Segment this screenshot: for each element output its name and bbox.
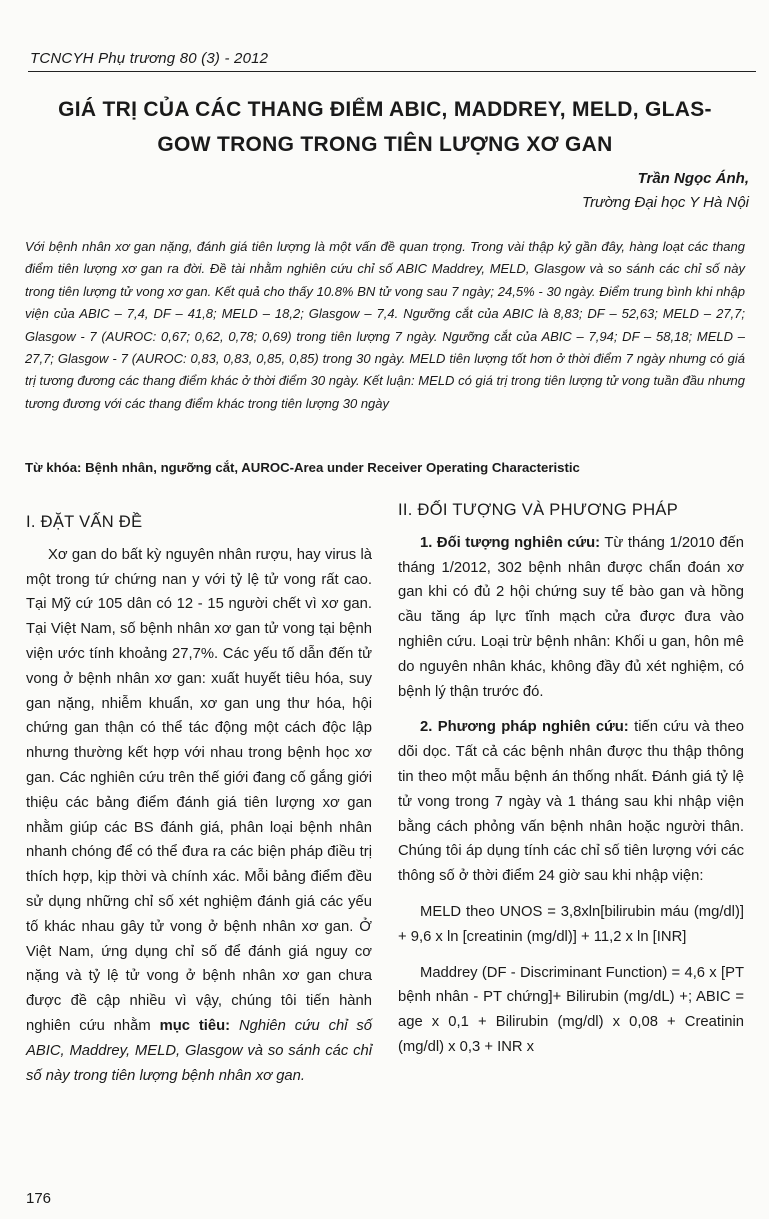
page-number: 176 — [26, 1190, 52, 1207]
right-column — [398, 498, 744, 1060]
header-rule — [28, 71, 756, 72]
author-affiliation: Trường Đại học Y Hà Nội — [582, 194, 749, 211]
methods-paragraph — [398, 715, 744, 889]
introduction-text: Xơ gan do bất kỳ nguyên nhân rượu, hay virus là một trong tứ chứng nan y với tỷ lệ tử vong rất cao. Tại Mỹ cứ 105 dân có 12 - 15 người chết vì xơ gan. Tại Việt Nam, số bệnh nhân xơ gan tử vong tại bệnh viện ước tính khoảng 27,7%. Các yếu tố dẫn đến tử vong ở bệnh nhân xơ gan: xuất huyết tiêu hóa, suy gan nặng, nhiễm khuẩn, xơ gan ung thư hóa, hội chứng gan thận có thể tác động một cách độc lập nhưng thường kết hợp với nhau trong bệnh học xơ gan. Các nghiên cứu trên thế giới đang cố gắng giới thiệu các bảng điểm đánh giá tiên lượng xơ gan nhằm giúp các BS đánh giá, phân loại bệnh nhân nhanh chóng để có thể đưa ra các biện pháp điều trị thích hợp, kịp thời và chính xác. Mỗi bảng điểm đều sử dụng những chỉ số xét nghiệm đánh giá các yếu tố khác nhau gây tử vong ở bệnh nhân xơ gan. Ở Việt Nam, ứng dụng chỉ số để đánh giá nguy cơ nặng và tỷ lệ tử vong ở bệnh nhân xơ gan chưa được đề cập nhiều vì vậy, chúng tôi tiến hành nghiên cứu nhằm — [26, 546, 372, 1034]
author-name: Trần Ngọc Ánh, — [637, 170, 749, 187]
title-line-2: GOW TRONG TRONG TIÊN LƯỢNG XƠ GAN — [157, 133, 613, 156]
left-column — [26, 510, 372, 1088]
subjects-label: 1. Đối tượng nghiên cứu: — [420, 534, 601, 551]
objective-text: Nghiên cứu chỉ số ABIC, Maddrey, MELD, Glasgow và so sánh các chỉ số này trong tiên lượng bệnh nhân xơ gan. — [26, 1017, 372, 1084]
introduction-paragraph — [26, 543, 372, 1089]
maddrey-abic-formula: Maddrey (DF - Discriminant Function) = 4,6 x [PT bệnh nhân - PT chứng]+ Bilirubin (mg/dL) +; ABIC = age x 0,1 + Bilirubin (mg/dl) x 0,08 + Creatinin (mg/dl) x 0,3 + INR x — [398, 964, 744, 1055]
journal-header: TCNCYH Phụ trương 80 (3) - 2012 — [30, 50, 269, 67]
article-title — [20, 92, 750, 162]
subjects-paragraph — [398, 531, 744, 705]
section-heading-introduction: I. ĐẶT VẤN ĐỀ — [26, 513, 143, 531]
methods-label: 2. Phương pháp nghiên cứu: — [420, 719, 629, 736]
abstract: Với bệnh nhân xơ gan nặng, đánh giá tiên lượng là một vấn đề quan trọng. Trong vài thập kỷ gần đây, hàng loạt các thang điểm tiên lượng xơ gan ra đời. Đề tài nhằm nghiên cứu chỉ số ABIC Maddrey, MELD, Glasgow và so sánh các chỉ số này trong tiên lượng tử vong xơ gan. Kết quả cho thấy 10.8% BN tử vong sau 7 ngày; 24,5% - 30 ngày. Điểm trung bình khi nhập viện của ABIC – 7,4, DF – 41,8; MELD – 18,2; Glasgow – 7,4. Ngưỡng cắt của ABIC là 8,83; DF – 52,63; MELD – 27,7; Glasgow - 7 (AUROC: 0,67; 0,62, 0,78; 0,69) trong tiên lượng 7 ngày. Ngưỡng cắt của ABIC – 7,94; DF – 58,18; MELD – 27,7; Glasgow - 7 (AUROC: 0,83, 0,83, 0,85, 0,85) trong 30 ngày. MELD tiên lượng tốt hơn ở thời điểm 7 ngày nhưng có giá trị tương đương các thang điểm khác ở thời điểm 30 ngày. Kết luận: MELD có giá trị trong tiên lượng tử vong tuần đầu nhưng tương đương với các thang điểm khác trong tiên lượng 30 ngày — [25, 239, 745, 411]
methods-text: tiến cứu và theo dõi dọc. Tất cả các bệnh nhân được thu thập thông tin theo một mẫu bệnh án thống nhất. Đánh giá tỷ lệ tử vong trong 7 ngày và 1 tháng sau khi nhập viện bằng cách phỏng vấn bệnh nhân hoặc người thân. Chúng tôi áp dụng tính các chỉ số tiên lượng với các thông số ở thời điểm 24 giờ sau khi nhập viện: — [398, 719, 744, 885]
subjects-text: Từ tháng 1/2010 đến tháng 1/2012, 302 bệnh nhân được chẩn đoán xơ gan khi có đủ 2 hội chứng suy tế bào gan và hồng cầu tăng áp lực tĩnh mạch cửa được đưa vào nghiên cứu. Loại trừ bệnh nhân: Khối u gan, hôn mê do nguyên nhân khác, không đầy đủ xét nghiệm, có bệnh lý thận trước đó. — [398, 534, 744, 700]
title-line-1: GIÁ TRỊ CỦA CÁC THANG ĐIỂM ABIC, MADDREY, MELD, GLAS- — [58, 98, 712, 121]
section-heading-methods: II. ĐỐI TƯỢNG VÀ PHƯƠNG PHÁP — [398, 501, 679, 519]
meld-formula: MELD theo UNOS = 3,8xln[bilirubin máu (mg/dl)] + 9,6 x ln [creatinin (mg/dl)] + 11,2 x ln [INR] — [398, 903, 744, 945]
keywords: Từ khóa: Bệnh nhân, ngưỡng cắt, AUROC-Area under Receiver Operating Characteristic — [25, 460, 580, 475]
objective-label: mục tiêu: — [159, 1017, 231, 1034]
